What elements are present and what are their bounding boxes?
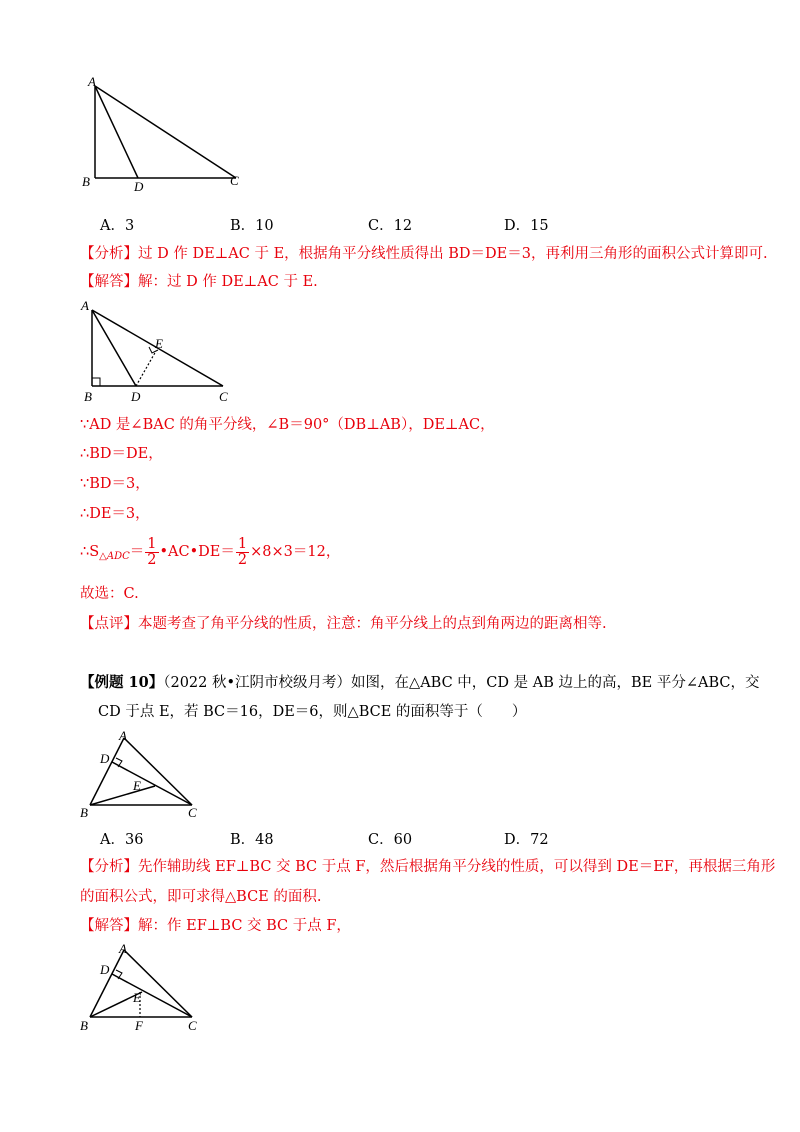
label-c3: C xyxy=(188,805,197,820)
label-d4: D xyxy=(100,962,110,977)
triangle-figure-1 xyxy=(78,72,258,197)
fraction-1 xyxy=(145,537,158,568)
triangle-figure-4 xyxy=(78,940,228,1040)
analysis-tag: 【分析】 xyxy=(80,246,138,262)
analysis-text: 过 D 作 DE⊥AC 于 E，根据角平分线性质得出 BD＝DE＝3，再利用三角形的面积公式计算即可. xyxy=(138,246,768,262)
triangle-figure-2 xyxy=(78,298,238,408)
solution-q10 xyxy=(80,916,351,936)
frac-den: 2 xyxy=(147,551,157,568)
label-b: B xyxy=(82,174,90,189)
analysis-tag: 【分析】 xyxy=(80,859,138,875)
answer-q9: 故选：C. xyxy=(80,586,139,602)
comment-tag: 【点评】 xyxy=(80,616,138,632)
frac-num: 1 xyxy=(147,535,157,552)
fraction-2 xyxy=(236,537,249,568)
step-1: ∵AD 是∠BAC 的角平分线，∠B＝90°（DB⊥AB），DE⊥AC， xyxy=(80,417,495,433)
label-d3: D xyxy=(100,751,110,766)
step-2: ∴BD＝DE， xyxy=(80,446,163,462)
step-4: ∴DE＝3， xyxy=(80,506,150,522)
choice-c: C．60 xyxy=(368,832,413,848)
label-b2: B xyxy=(84,389,92,404)
step5-sub: △ADC xyxy=(99,551,130,562)
label-e4: E xyxy=(133,990,141,1005)
frac-num-2: 1 xyxy=(237,535,248,552)
solution-intro: 解：过 D 作 DE⊥AC 于 E. xyxy=(138,274,318,290)
choice-d: D．72 xyxy=(504,832,549,848)
step5-eq1: ＝ xyxy=(129,544,145,560)
comment-q9 xyxy=(80,614,607,634)
q10-tag: 【例题 10】 xyxy=(80,674,164,691)
analysis-q10-2: 的面积公式，即可求得△BCE 的面积. xyxy=(80,889,322,905)
label-a3: A xyxy=(119,728,127,743)
choice-b: B．48 xyxy=(230,832,274,848)
step5-mid: •AC•DE＝ xyxy=(159,544,235,560)
label-d: D xyxy=(134,179,144,194)
label-a4: A xyxy=(119,941,127,956)
label-c2: C xyxy=(219,389,228,404)
solution-tag: 【解答】 xyxy=(80,918,138,934)
analysis-text-1: 先作辅助线 EF⊥BC 交 BC 于点 F，然后根据角平分线的性质，可以得到 DE＝EF，再根据三角形 xyxy=(138,859,776,875)
choice-a: A．3 xyxy=(100,218,135,234)
label-e3: E xyxy=(133,778,141,793)
label-a: A xyxy=(88,74,96,89)
analysis-q9 xyxy=(80,244,768,264)
step-3: ∵BD＝3， xyxy=(80,476,150,492)
choice-b: B．10 xyxy=(230,218,274,234)
q10-stem-2: CD 于点 E，若 BC＝16，DE＝6，则△BCE 的面积等于（ ） xyxy=(98,704,527,720)
label-f4: F xyxy=(135,1018,143,1033)
frac-den-2: 2 xyxy=(237,551,248,568)
label-b3: B xyxy=(80,805,88,820)
choice-d: D．15 xyxy=(504,218,549,234)
solution-q9 xyxy=(80,272,318,292)
label-e2: E xyxy=(155,336,163,351)
comment-text: 本题考查了角平分线的性质，注意：角平分线上的点到角两边的距离相等. xyxy=(138,616,607,632)
triangle-figure-3 xyxy=(78,728,228,820)
label-c4: C xyxy=(188,1018,197,1033)
solution-tag: 【解答】 xyxy=(80,274,138,290)
analysis-q10 xyxy=(80,857,775,877)
label-a2: A xyxy=(81,298,89,313)
label-c: C xyxy=(230,173,239,188)
q10-stem-1 xyxy=(80,673,759,693)
choice-a: A．36 xyxy=(100,832,144,848)
solution-intro: 解：作 EF⊥BC 交 BC 于点 F， xyxy=(138,918,351,934)
step5-prefix: ∴S xyxy=(80,544,100,560)
step5-tail: ×8×3＝12， xyxy=(250,544,341,560)
step-5 xyxy=(80,536,340,573)
q10-stem-line1: （2022 秋•江阴市校级月考）如图，在△ABC 中，CD 是 AB 边上的高，BE 平分∠ABC，交 xyxy=(163,675,760,691)
label-d2: D xyxy=(131,389,141,404)
choice-c: C．12 xyxy=(368,218,413,234)
label-b4: B xyxy=(80,1018,88,1033)
